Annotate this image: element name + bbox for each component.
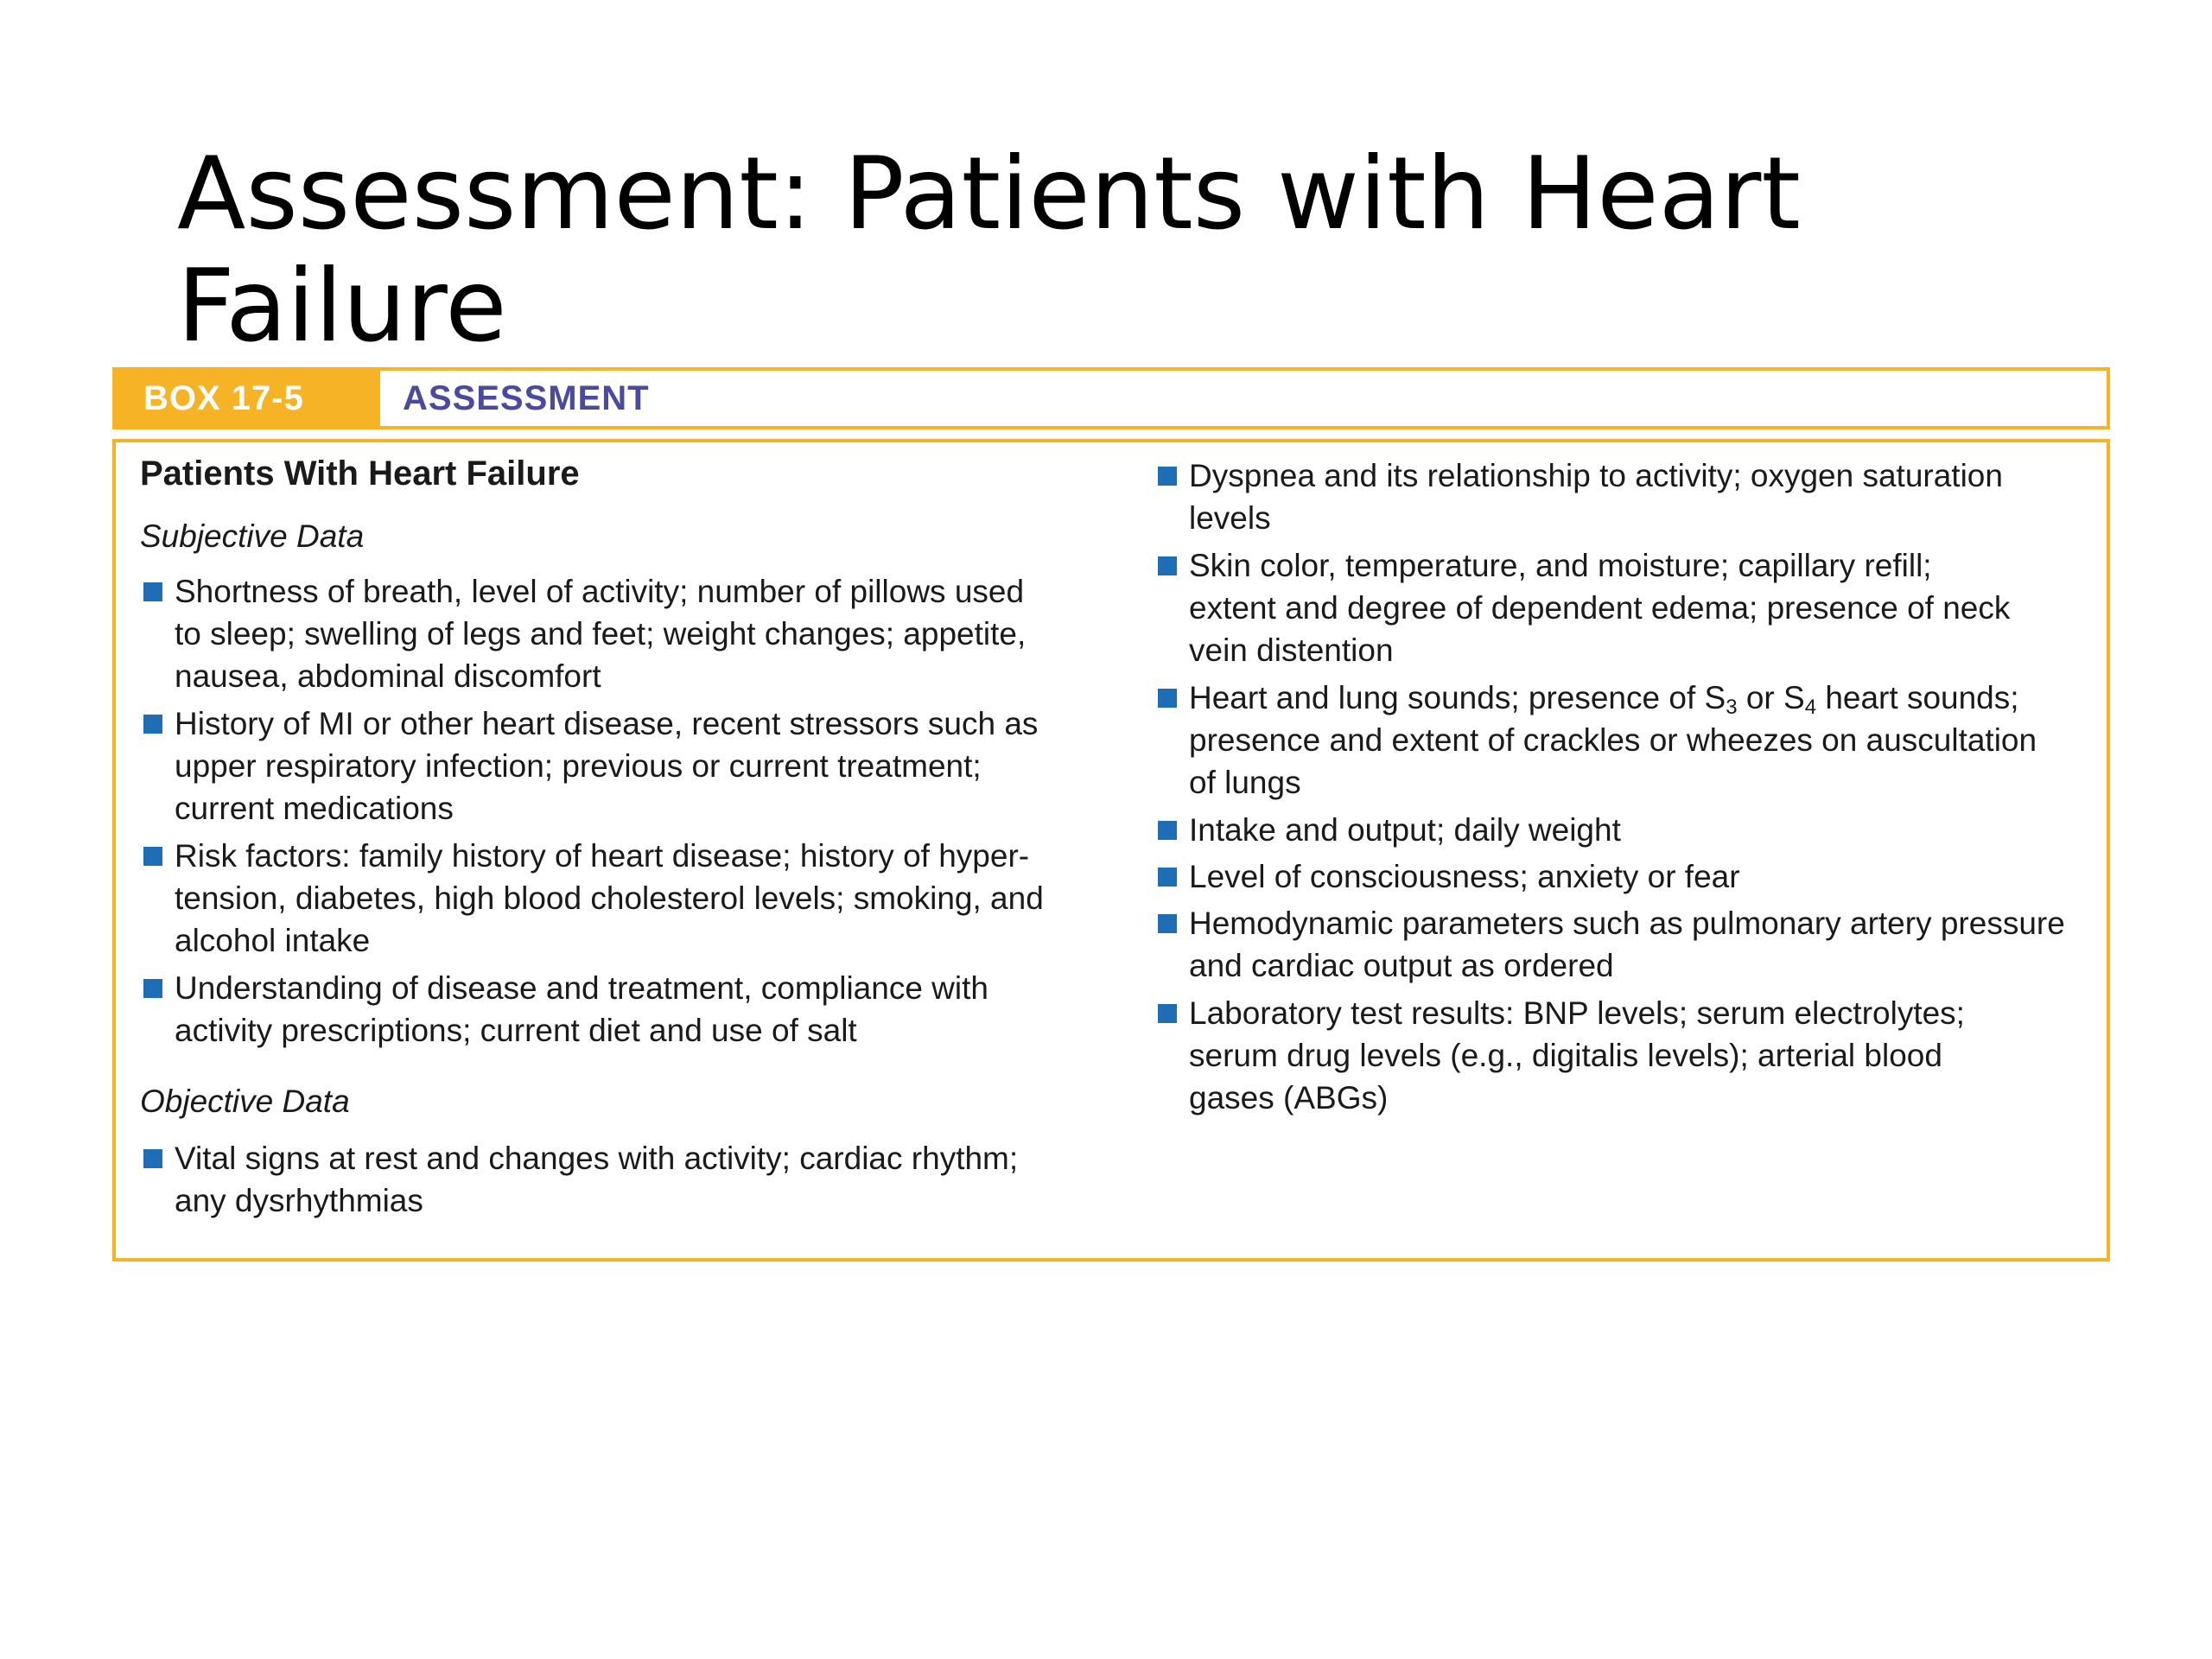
box-subtitle: Patients With Heart Failure [140, 454, 580, 493]
square-bullet-icon [143, 979, 162, 998]
list-item: Risk factors: family history of heart disease; history of hyper- tension, diabetes, high blood cholesterol levels; smoking, and alcohol intake [140, 835, 1044, 962]
slide-title-line-1: Assessment: Patients with Heart [177, 136, 1801, 252]
square-bullet-icon [1158, 467, 1177, 486]
square-bullet-icon [1158, 689, 1177, 708]
square-bullet-icon [143, 715, 162, 734]
subjective-data-label: Subjective Data [140, 518, 365, 554]
square-bullet-icon [1158, 914, 1177, 933]
list-item: Intake and output; daily weight [1154, 809, 1621, 851]
square-bullet-icon [143, 847, 162, 866]
list-item: Level of consciousness; anxiety or fear [1154, 855, 1740, 898]
list-item: Shortness of breath, level of activity; number of pillows used to sleep; swelling of legs and feet; weight changes; appetite, nausea, abdominal discomfort [140, 570, 1026, 697]
list-item: Vital signs at rest and changes with activity; cardiac rhythm; any dysrhythmias [140, 1137, 1018, 1222]
square-bullet-icon [143, 582, 162, 601]
box-body [112, 439, 2110, 1262]
objective-data-label: Objective Data [140, 1084, 350, 1119]
box-header [112, 367, 2110, 429]
square-bullet-icon [1158, 868, 1177, 887]
slide-title-line-2: Failure [177, 248, 507, 365]
list-item: History of MI or other heart disease, recent stressors such as upper respiratory infection; previous or current treatment; current medications [140, 702, 1038, 830]
list-item: Skin color, temperature, and moisture; capillary refill; extent and degree of dependent edema; presence of neck vein distention [1154, 544, 2010, 671]
list-item: Understanding of disease and treatment, compliance with activity prescriptions; current diet and use of salt [140, 967, 988, 1052]
box-number-tag: BOX 17-5 [116, 371, 380, 426]
list-item: Dyspnea and its relationship to activity; oxygen saturation levels [1154, 454, 2003, 539]
square-bullet-icon [1158, 821, 1177, 840]
square-bullet-icon [1158, 1004, 1177, 1023]
slide-title [177, 138, 2078, 363]
list-item: Laboratory test results: BNP levels; serum electrolytes; serum drug levels (e.g., digitalis levels); arterial blood gases (ABGs) [1154, 992, 1965, 1119]
list-item: Heart and lung sounds; presence of $S_3$ or $S_4$ heart sounds; presence and extent of crackles or wheezes on auscultation of lungs [1154, 677, 2037, 804]
heart-sounds-line-1: Heart and lung sounds; presence of $S_3$ or $S_4$ heart sounds; [1189, 680, 2019, 719]
square-bullet-icon [143, 1149, 162, 1168]
square-bullet-icon [1158, 556, 1177, 575]
box-type-label: ASSESSMENT [403, 378, 650, 417]
list-item: Hemodynamic parameters such as pulmonary artery pressure and cardiac output as ordered [1154, 902, 2065, 987]
